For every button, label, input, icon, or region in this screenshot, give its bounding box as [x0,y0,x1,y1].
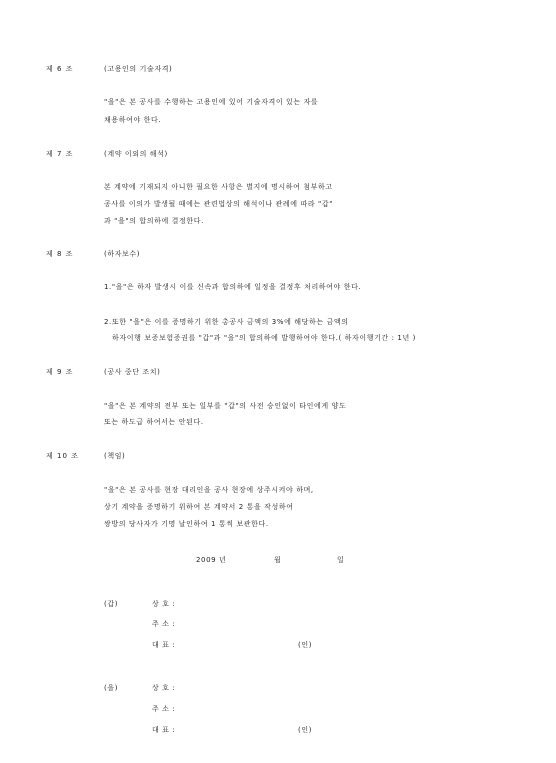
date-month: 월 [274,556,282,564]
article-6-line-1: "을"은 본 공사를 수행하는 고용인에 있어 기술자격이 있는 자를 [104,98,319,106]
article-6-line-2: 채용하여야 한다. [104,116,162,124]
article-8-number: 제 8 조 [46,250,74,258]
party-eul-address-field: 주 소 : [152,705,176,713]
date-year: 2009 년 [196,556,227,564]
article-7-line-2: 공사를 이의가 발생될 때에는 관련법상의 해석이나 관례에 따라 "갑" [104,200,334,208]
party-eul-seal: (인) [298,726,313,734]
article-9-number: 제 9 조 [46,368,74,376]
party-eul-label: (을) [104,684,119,692]
article-7-line-1: 본 계약에 기재되지 아니한 필요한 사항은 별지에 명시하여 첨부하고 [104,183,333,191]
party-gap-seal: (인) [298,641,313,649]
article-6-number: 제 6 조 [46,65,74,73]
article-7-line-3: 과 "을"의 합의하에 결정한다. [104,217,204,225]
article-8-item-1: 1."을"은 하자 발생시 이를 신속과 합의하에 일정을 결정후 처리하여야 한다. [104,283,362,291]
party-gap-representative-field: 대 표 : [152,641,176,649]
article-10-line-1: "을"은 본 공사를 현장 대리인을 공사 현장에 상주시켜야 하며, [104,486,314,494]
article-7-title: (계약 이외의 해석) [104,150,168,158]
article-8-item-2-line-2: 하자이행 보증보험증권를 "갑"과 "을"의 합의하에 발행하여야 한다.( 하자이행기간 : 1년 ) [112,334,416,342]
party-eul-company-field: 상 호 : [152,684,176,692]
article-8-title: (하자보수) [104,250,141,258]
date-day: 일 [337,556,345,564]
article-10-number: 제 10 조 [46,452,79,460]
article-9-title: (공사 중단 조치) [104,368,161,376]
party-gap-company-field: 상 호 : [152,600,176,608]
party-gap-address-field: 주 소 : [152,620,176,628]
article-10-title: (책임) [104,452,126,460]
party-eul-representative-field: 대 표 : [152,726,176,734]
party-gap-label: (갑) [104,600,119,608]
article-9-line-1: "을"은 본 계약의 전부 또는 일부를 "갑"의 사전 승인없이 타인에게 양도 [104,402,347,410]
article-9-line-2: 또는 하도급 하여서는 안된다. [104,418,204,426]
article-10-line-2: 상기 계약을 증명하기 위하여 본 계약서 2 통을 작성하여 [104,503,294,511]
article-7-number: 제 7 조 [46,150,74,158]
article-8-item-2-line-1: 2.또한 "을"은 이를 증명하기 위한 총공사 금액의 3%에 해당하는 금액의 [104,318,349,326]
article-6-title: (고용인의 기술자격) [104,65,173,73]
article-10-line-3: 쌍방의 당사자가 기명 날인하여 1 통씩 보관한다. [104,520,269,528]
